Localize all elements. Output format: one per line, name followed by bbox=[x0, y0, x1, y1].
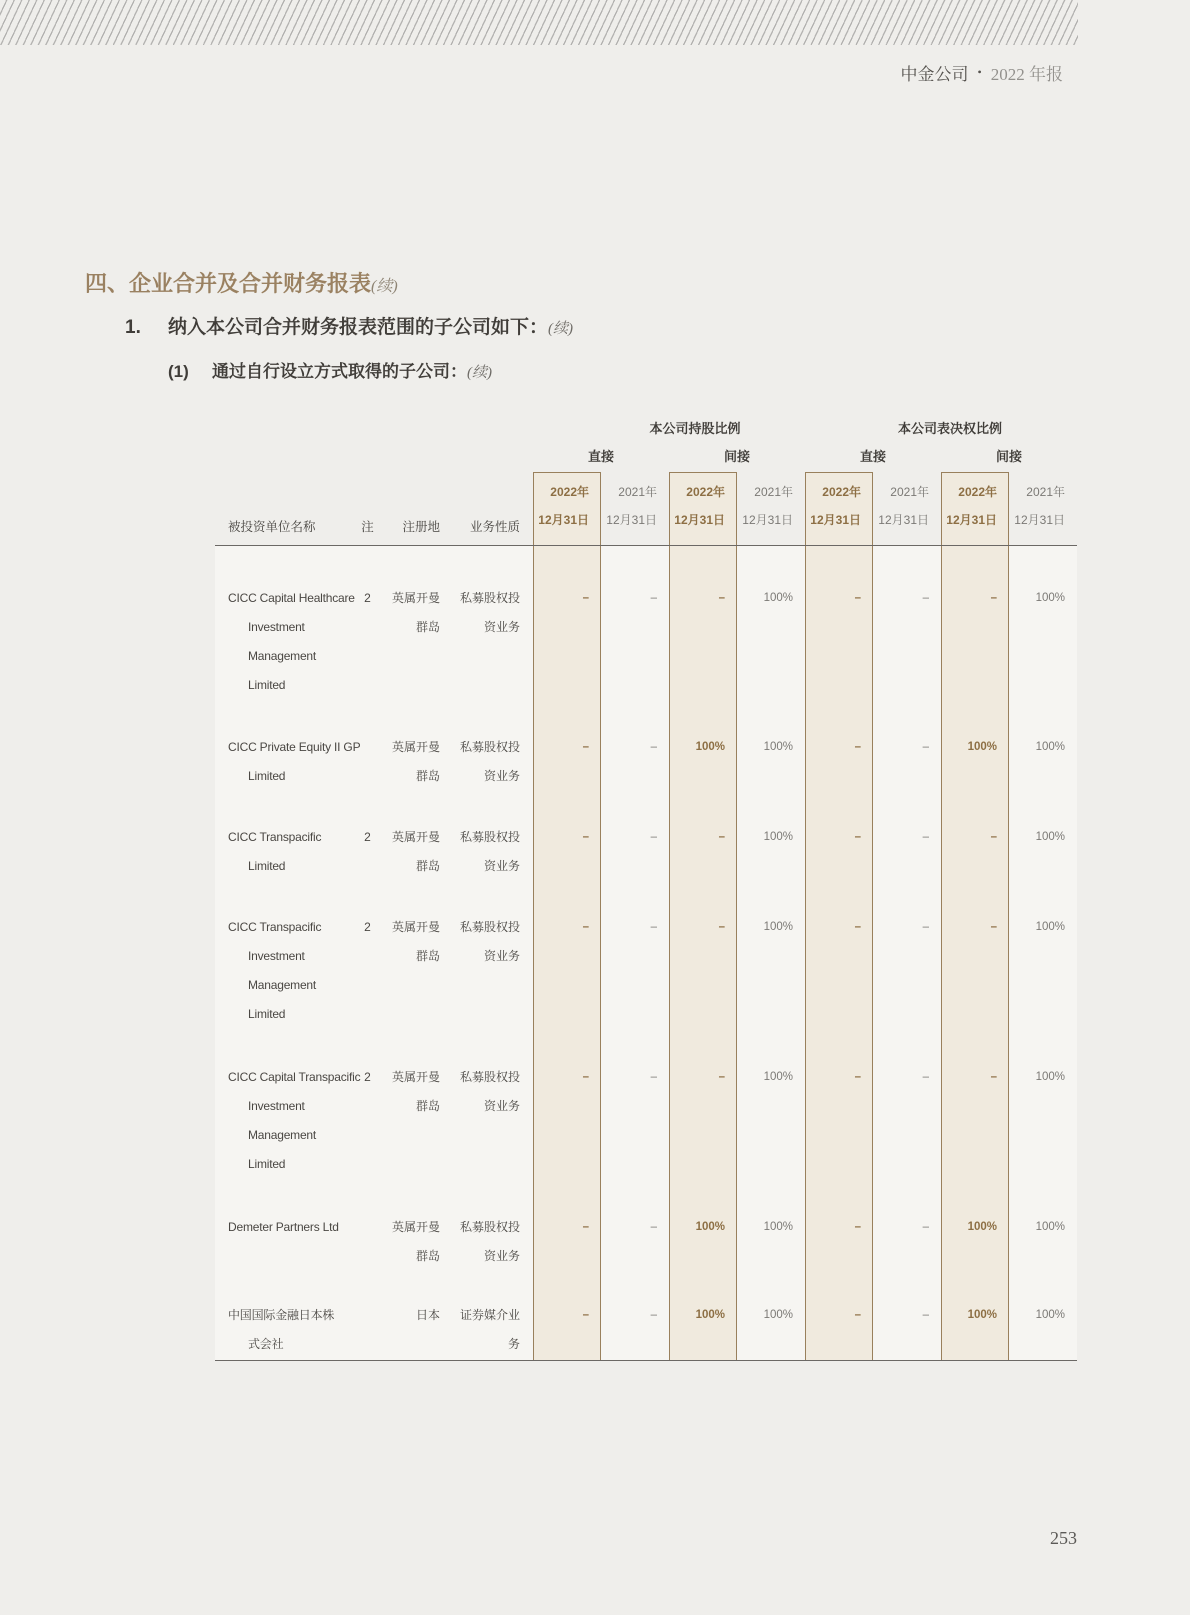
subsection-title: 纳入本公司合并财务报表范围的子公司如下： bbox=[168, 317, 549, 338]
cell-value: – bbox=[650, 1071, 657, 1083]
cell-registered-place: 英属开曼 群岛 bbox=[391, 830, 440, 873]
spacer bbox=[520, 472, 533, 545]
cell-business-nature: 私募股权投 资业务 bbox=[459, 1070, 520, 1113]
cell-value: 100% bbox=[1035, 592, 1065, 604]
page-number: 253 bbox=[1050, 1528, 1077, 1548]
cell-value: – bbox=[718, 592, 725, 604]
cell-value: – bbox=[718, 831, 725, 843]
cell-registered-place: 日本 bbox=[415, 1308, 440, 1322]
section-heading bbox=[85, 268, 398, 303]
cell-value: – bbox=[990, 831, 997, 843]
table-body bbox=[215, 584, 1077, 1359]
cell-registered-place: 英属开曼 群岛 bbox=[391, 740, 440, 783]
cell-value: 100% bbox=[763, 741, 793, 753]
cell-value: 100% bbox=[1035, 1221, 1065, 1233]
subitem-number: (1) bbox=[168, 362, 189, 381]
cell-value: – bbox=[582, 921, 589, 933]
column-header-business-nature: 业务性质 bbox=[469, 520, 520, 534]
decorative-stripes bbox=[0, 0, 1078, 45]
cell-value: – bbox=[922, 1221, 929, 1233]
cell-value: 100% bbox=[1035, 1071, 1065, 1083]
column-header-date-2022: 2022年 12月31日 bbox=[538, 485, 589, 527]
cell-value: – bbox=[582, 741, 589, 753]
column-header-registered-place: 注册地 bbox=[402, 520, 440, 534]
subsection-continued-marker: (续) bbox=[548, 321, 574, 337]
subitem-heading bbox=[168, 362, 492, 383]
cell-value: 100% bbox=[967, 741, 997, 753]
table-row bbox=[215, 1063, 1077, 1179]
cell-value: – bbox=[582, 1071, 589, 1083]
column-header-date-2022: 2022年 12月31日 bbox=[946, 485, 997, 527]
subsidiaries-table bbox=[215, 400, 1077, 1361]
column-header-name: 被投资单位名称 bbox=[228, 520, 316, 534]
cell-value: – bbox=[922, 1309, 929, 1321]
subitem-title: 通过自行设立方式取得的子公司： bbox=[212, 362, 467, 381]
cell-note: 2 bbox=[364, 591, 371, 605]
report-edition: 2022 年报 bbox=[990, 65, 1063, 84]
cell-value: – bbox=[854, 921, 861, 933]
cell-value: – bbox=[922, 921, 929, 933]
cell-value: 100% bbox=[967, 1309, 997, 1321]
cell-value: 100% bbox=[763, 1071, 793, 1083]
subgroup-direct: 直接 bbox=[587, 449, 614, 464]
column-header-date-2021: 2021年 12月31日 bbox=[878, 485, 929, 527]
cell-business-nature: 私募股权投 资业务 bbox=[459, 591, 520, 634]
column-header-date-2021: 2021年 12月31日 bbox=[606, 485, 657, 527]
cell-value: 100% bbox=[763, 1309, 793, 1321]
cell-value: 100% bbox=[1035, 921, 1065, 933]
cell-value: – bbox=[854, 1309, 861, 1321]
cell-registered-place: 英属开曼 群岛 bbox=[391, 1220, 440, 1263]
cell-value: – bbox=[854, 592, 861, 604]
cell-note: 2 bbox=[364, 920, 371, 934]
cell-registered-place: 英属开曼 群岛 bbox=[391, 920, 440, 963]
cell-value: – bbox=[854, 831, 861, 843]
table-row bbox=[215, 584, 1077, 700]
cell-value: 100% bbox=[695, 741, 725, 753]
cell-value: 100% bbox=[1035, 831, 1065, 843]
cell-value: – bbox=[922, 831, 929, 843]
cell-value: – bbox=[922, 1071, 929, 1083]
running-header bbox=[901, 60, 1063, 85]
table-row bbox=[215, 823, 1077, 881]
cell-value: – bbox=[854, 1071, 861, 1083]
table-row bbox=[215, 1301, 1077, 1359]
cell-business-nature: 证券媒介业 务 bbox=[459, 1308, 520, 1351]
cell-value: – bbox=[650, 831, 657, 843]
cell-business-nature: 私募股权投 资业务 bbox=[459, 740, 520, 783]
cell-note: 2 bbox=[364, 830, 371, 844]
cell-company-name: 中国国际金融日本株 式会社 bbox=[228, 1308, 335, 1351]
cell-company-name: Demeter Partners Ltd bbox=[228, 1220, 339, 1234]
cell-value: 100% bbox=[1035, 1309, 1065, 1321]
cell-registered-place: 英属开曼 群岛 bbox=[391, 1070, 440, 1113]
table-row bbox=[215, 733, 1077, 791]
cell-business-nature: 私募股权投 资业务 bbox=[459, 920, 520, 963]
cell-business-nature: 私募股权投 资业务 bbox=[459, 1220, 520, 1263]
table-header bbox=[215, 400, 1077, 546]
group-shareholding-ratio: 本公司持股比例 bbox=[649, 421, 741, 436]
company-name: 中金公司 bbox=[900, 65, 969, 84]
cell-company-name: CICC Capital Transpacific Investment Management Limited bbox=[228, 1070, 361, 1171]
cell-value: – bbox=[854, 741, 861, 753]
section-title: 四、企业合并及合并财务报表 bbox=[85, 271, 372, 296]
cell-value: – bbox=[922, 741, 929, 753]
group-voting-ratio: 本公司表决权比例 bbox=[897, 421, 1002, 436]
cell-value: – bbox=[990, 921, 997, 933]
cell-value: 100% bbox=[695, 1221, 725, 1233]
cell-value: 100% bbox=[763, 1221, 793, 1233]
cell-value: 100% bbox=[695, 1309, 725, 1321]
cell-value: – bbox=[990, 592, 997, 604]
cell-value: – bbox=[582, 1309, 589, 1321]
cell-note: 2 bbox=[364, 1070, 371, 1084]
cell-value: – bbox=[650, 1309, 657, 1321]
cell-value: – bbox=[718, 1071, 725, 1083]
cell-value: – bbox=[718, 921, 725, 933]
section-continued-marker: (续) bbox=[371, 278, 398, 295]
cell-value: – bbox=[854, 1221, 861, 1233]
cell-value: – bbox=[650, 741, 657, 753]
column-header-date-2021: 2021年 12月31日 bbox=[742, 485, 793, 527]
subgroup-indirect: 间接 bbox=[995, 449, 1022, 464]
cell-value: – bbox=[990, 1071, 997, 1083]
subitem-continued-marker: (续) bbox=[467, 365, 492, 381]
cell-value: 100% bbox=[967, 1221, 997, 1233]
cell-value: 100% bbox=[763, 921, 793, 933]
separator-dot: • bbox=[977, 65, 982, 79]
cell-value: – bbox=[582, 831, 589, 843]
column-header-date-2021: 2021年 12月31日 bbox=[1014, 485, 1065, 527]
cell-value: – bbox=[650, 592, 657, 604]
table-row bbox=[215, 913, 1077, 1029]
cell-value: 100% bbox=[763, 592, 793, 604]
cell-company-name: CICC Capital Healthcare Investment Management Limited bbox=[228, 591, 355, 692]
cell-value: 100% bbox=[763, 831, 793, 843]
cell-company-name: CICC Transpacific Investment Management Limited bbox=[228, 920, 322, 1021]
subgroup-indirect: 间接 bbox=[723, 449, 750, 464]
subsection-heading bbox=[125, 317, 573, 340]
cell-value: 100% bbox=[1035, 741, 1065, 753]
cell-value: – bbox=[650, 1221, 657, 1233]
cell-company-name: CICC Transpacific Limited bbox=[228, 830, 322, 873]
cell-company-name: CICC Private Equity II GP Limited bbox=[228, 740, 361, 783]
subgroup-direct: 直接 bbox=[859, 449, 886, 464]
cell-value: – bbox=[650, 921, 657, 933]
column-header-note: 注 bbox=[361, 520, 374, 534]
subsection-number: 1. bbox=[125, 317, 141, 338]
cell-value: – bbox=[582, 592, 589, 604]
cell-business-nature: 私募股权投 资业务 bbox=[459, 830, 520, 873]
cell-registered-place: 英属开曼 群岛 bbox=[391, 591, 440, 634]
cell-value: – bbox=[922, 592, 929, 604]
cell-value: – bbox=[582, 1221, 589, 1233]
column-header-date-2022: 2022年 12月31日 bbox=[674, 485, 725, 527]
column-header-date-2022: 2022年 12月31日 bbox=[810, 485, 861, 527]
table-row bbox=[215, 1213, 1077, 1271]
